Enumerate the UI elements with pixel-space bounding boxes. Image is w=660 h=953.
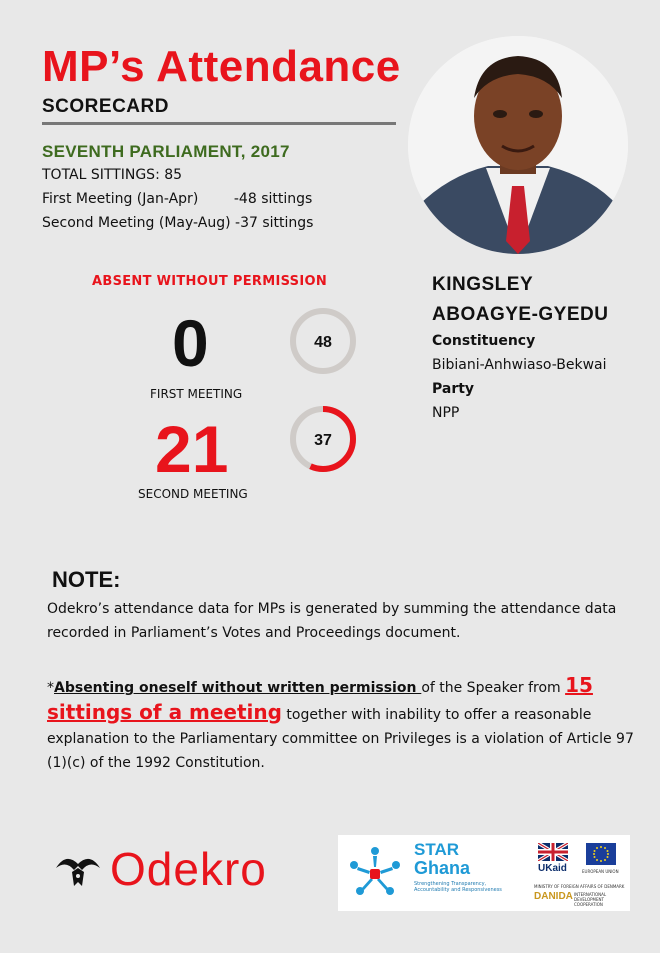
parliament-heading: SEVENTH PARLIAMENT, 2017 [42, 142, 290, 161]
second-meeting-sittings-value: 37 [314, 432, 332, 449]
danida-subtitle: INTERNATIONAL DEVELOPMENT COOPERATION [574, 892, 607, 907]
mp-portrait [408, 36, 628, 254]
star-tagline: Strengthening Transparency, Accountability and Responsiveness [414, 881, 502, 893]
footnote-mid: of the Speaker from [421, 680, 566, 696]
second-meeting-ring [288, 404, 358, 474]
danida-logo-text: DANIDA [534, 891, 573, 902]
odekro-wordmark: Odekro [110, 843, 267, 895]
mp-name-first: KINGSLEY [432, 274, 534, 295]
first-meeting-ring [288, 306, 358, 376]
constituency-label: Constituency [432, 333, 536, 349]
danida-ministry: MINISTRY OF FOREIGN AFFAIRS OF DENMARK [534, 884, 625, 889]
odekro-logo [52, 842, 322, 898]
page-subtitle: SCORECARD [42, 96, 169, 117]
partner-logos [338, 835, 630, 911]
second-meeting-label: SECOND MEETING [138, 487, 248, 501]
star-logo-line1: STAR [414, 840, 460, 859]
total-sittings: TOTAL SITTINGS: 85 [42, 167, 183, 183]
star-logo-line2: Ghana [414, 858, 471, 878]
uk-flag-icon [538, 843, 568, 861]
eu-text: EUROPEAN UNION [582, 869, 619, 874]
footnote-rest: together with inability to offer a reasonable explanation to the Parliamentary committee on Privileges is a violation of Article 97 (1)(c) of the 1992 Constitution. [47, 707, 634, 771]
second-meeting-absent-count: 21 [155, 412, 229, 486]
page-title: MP’s Attendance [42, 42, 401, 91]
first-meeting-label: FIRST MEETING [150, 387, 243, 401]
eu-flag-icon [586, 843, 616, 865]
star-ghana-people-icon [346, 845, 404, 901]
note-title: NOTE: [52, 567, 121, 592]
first-meeting-sittings: First Meeting (Jan-Apr) -48 sittings [42, 191, 313, 207]
constituency-value: Bibiani-Anhwiaso-Bekwai [432, 357, 607, 373]
mp-name-last: ABOAGYE-GYEDU [432, 304, 609, 325]
party-value: NPP [432, 405, 460, 421]
footnote-underlined: Absenting oneself without written permission [54, 680, 422, 696]
party-label: Party [432, 381, 475, 397]
title-divider [42, 122, 396, 125]
odekro-symbol-icon [52, 850, 104, 890]
footnote [47, 673, 652, 775]
absent-heading: ABSENT WITHOUT PERMISSION [92, 274, 328, 289]
second-meeting-sittings: Second Meeting (May-Aug) -37 sittings [42, 215, 314, 231]
footnote-highlight: 15 sittings of a meeting [47, 673, 593, 724]
note-body: Odekro’s attendance data for MPs is generated by summing the attendance data recorded in Parliament’s Votes and Proceedings document. [47, 601, 617, 641]
ukaid-text: UKaid [538, 863, 567, 874]
first-meeting-sittings-value: 48 [314, 334, 332, 351]
footnote-prefix: * [47, 680, 54, 696]
first-meeting-absent-count: 0 [172, 306, 209, 380]
